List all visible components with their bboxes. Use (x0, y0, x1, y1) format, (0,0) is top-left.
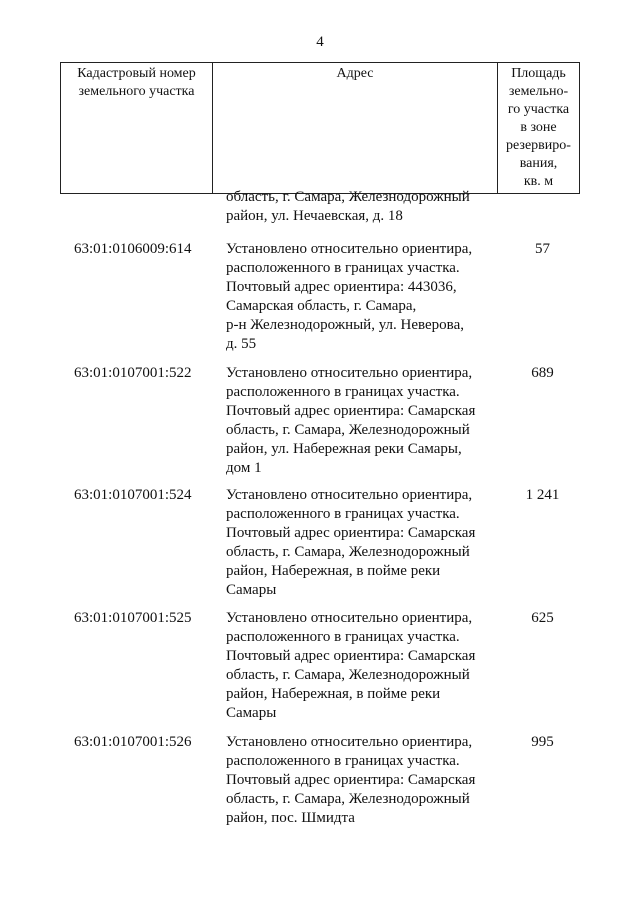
address-line: дом 1 (226, 460, 262, 476)
cadastral-number: 63:01:0107001:524 (74, 487, 192, 503)
address-cell (226, 240, 496, 354)
address-line: Почтовый адрес ориентира: Самарская (226, 403, 476, 419)
address-line: область, г. Самара, Железнодорожный (226, 667, 470, 683)
address-line: Почтовый адрес ориентира: Самарская (226, 648, 476, 664)
area-value: 689 (531, 365, 554, 381)
address-line: расположенного в границах участка. (226, 384, 460, 400)
area-value: 995 (531, 734, 554, 750)
address-line: Самарская область, г. Самара, (226, 298, 417, 314)
address-line: д. 55 (226, 336, 257, 352)
header-area-line: резервиро- (506, 138, 571, 153)
header-area-line: вания, (519, 156, 558, 171)
address-line: Установлено относительно ориентира, (226, 365, 473, 381)
header-area-line: земельно- (508, 84, 569, 99)
header-area-line: кв. м (523, 174, 554, 189)
address-cell (226, 486, 496, 600)
address-line: р-н Железнодорожный, ул. Неверова, (226, 317, 464, 333)
address-line: Установлено относительно ориентира, (226, 610, 473, 626)
address-line: расположенного в границах участка. (226, 260, 460, 276)
address-cell (226, 609, 496, 723)
address-line: область, г. Самара, Железнодорожный (226, 189, 470, 205)
header-address (213, 63, 498, 194)
area-value: 1 241 (525, 487, 560, 503)
address-line: район, пос. Шмидта (226, 810, 355, 826)
address-line: расположенного в границах участка. (226, 753, 460, 769)
cadastral-number: 63:01:0107001:526 (74, 734, 192, 750)
address-line: Установлено относительно ориентира, (226, 487, 473, 503)
address-line: район, ул. Нечаевская, д. 18 (226, 208, 403, 224)
address-cell (226, 364, 496, 478)
cadastral-number: 63:01:0107001:522 (74, 365, 192, 381)
address-line: Самары (226, 582, 277, 598)
header-address-label: Адрес (336, 66, 374, 81)
address-line: Установлено относительно ориентира, (226, 241, 473, 257)
header-cadastral-line: земельного участка (78, 84, 195, 99)
header-cadastral-number (61, 63, 213, 194)
header-area-line: го участка (507, 102, 570, 117)
header-area-line: Площадь (511, 66, 566, 81)
address-line: Почтовый адрес ориентира: Самарская (226, 525, 476, 541)
continued-address (226, 188, 496, 226)
address-line: область, г. Самара, Железнодорожный (226, 791, 470, 807)
address-line: расположенного в границах участка. (226, 506, 460, 522)
address-line: район, Набережная, в пойме реки (226, 686, 441, 702)
page-number: 4 (316, 34, 324, 50)
cadastral-number: 63:01:0106009:614 (74, 241, 192, 257)
header-cadastral-line: Кадастровый номер (77, 66, 196, 81)
address-line: область, г. Самара, Железнодорожный (226, 544, 470, 560)
address-line: Самары (226, 705, 277, 721)
address-line: область, г. Самара, Железнодорожный (226, 422, 470, 438)
header-area-line: в зоне (520, 120, 557, 135)
header-area (498, 63, 580, 194)
address-line: район, Набережная, в пойме реки (226, 563, 441, 579)
address-line: район, ул. Набережная реки Самары, (226, 441, 462, 457)
area-value: 625 (531, 610, 554, 626)
address-line: Почтовый адрес ориентира: Самарская (226, 772, 476, 788)
cadastral-number: 63:01:0107001:525 (74, 610, 192, 626)
address-line: Почтовый адрес ориентира: 443036, (226, 279, 457, 295)
area-value: 57 (535, 241, 550, 257)
address-line: Установлено относительно ориентира, (226, 734, 473, 750)
table-header (60, 62, 580, 194)
address-line: расположенного в границах участка. (226, 629, 460, 645)
address-cell (226, 733, 496, 828)
